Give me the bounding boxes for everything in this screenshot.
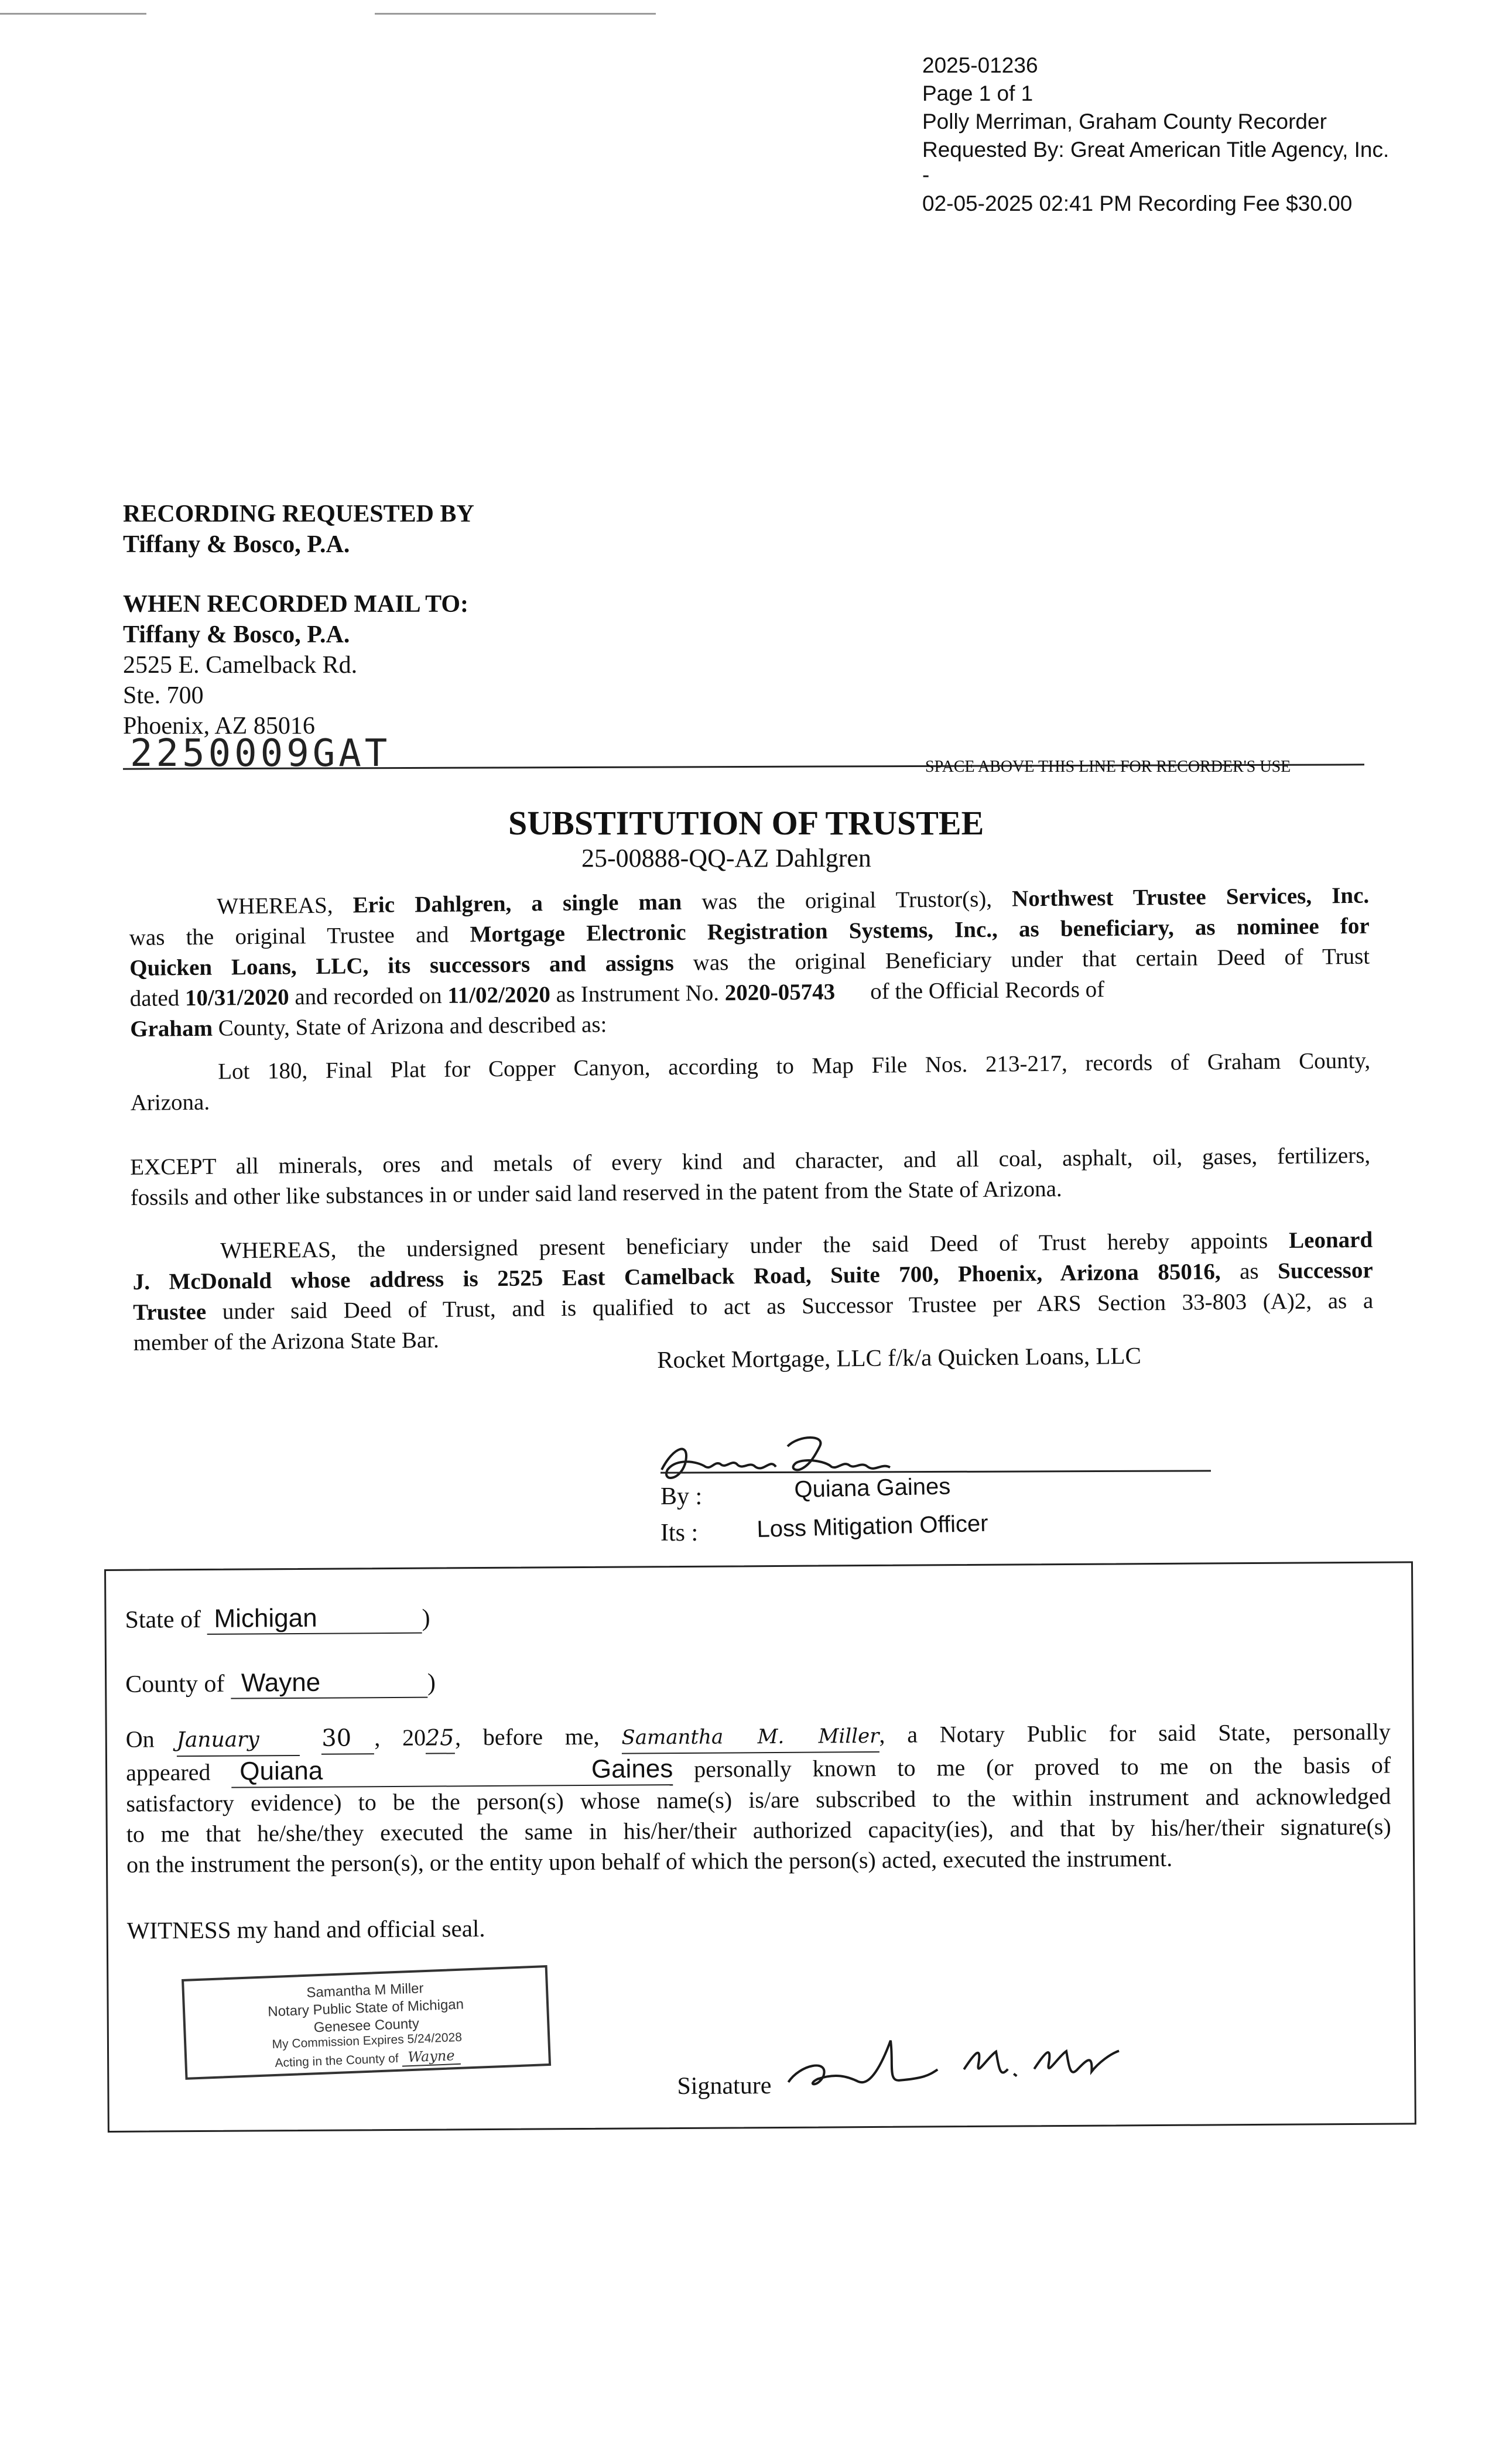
para1-line3: Quicken Loans, LLC, its successors and assigns was the original Beneficiary under that certain Deed of Trust — [129, 943, 1370, 981]
para2-line3: Trustee under said Deed of Trust, and is qualified to act as Successor Trustee per ARS Section 33-803 (A)2, as a — [133, 1288, 1374, 1325]
para1-line5: Graham County, State of Arizona and described as: — [130, 1012, 607, 1042]
seal-acting-county: Acting in the County of Wayne — [187, 2044, 549, 2074]
appeared-name-field: Quiana Gaines — [231, 1754, 673, 1788]
notary-line4: to me that he/she/they executed the same in his/her/their authorized capacity(ies), and that by his/her/their signature(s) — [126, 1813, 1391, 1847]
notary-certificate-text — [126, 1717, 1392, 1880]
its-label: Its : — [660, 1520, 699, 1546]
legal-line1: Lot 180, Final Plat for Copper Canyon, according to Map File Nos. 213-217, records of Graham County, — [218, 1048, 1371, 1084]
seal-state: Notary Public State of Michigan — [267, 1996, 464, 2020]
recording-requested-name: Tiffany & Bosco, P.A. — [123, 531, 350, 558]
whereas-paragraph-1 — [129, 881, 1370, 1045]
notary-signature-image — [782, 2027, 1181, 2100]
county-line: County of Wayne ) — [125, 1668, 436, 1698]
recording-requested-block — [123, 499, 474, 560]
para2-line1: WHEREAS, the undersigned present beneficiary under the said Deed of Trust hereby appoints Leonard — [220, 1227, 1373, 1264]
mail-to-address2: Ste. 700 — [123, 682, 204, 709]
notary-line3: satisfactory evidence) to be the person(s) whose name(s) is/are subscribed to the within instrument and acknowledged — [126, 1782, 1391, 1817]
scan-artifact — [0, 13, 146, 15]
recorder-stamp — [922, 52, 1389, 218]
mail-to-city: Phoenix, AZ 85016 — [123, 713, 315, 740]
space-above-note: SPACE ABOVE THIS LINE FOR RECORDER'S USE — [925, 758, 1291, 776]
except-clause — [130, 1141, 1371, 1213]
seal-county: Genesee County — [313, 2015, 420, 2036]
signer-title: Loss Mitigation Officer — [757, 1510, 989, 1542]
beneficiary-name: Rocket Mortgage, LLC f/k/a Quicken Loans, LLC — [657, 1341, 1142, 1373]
year-field: 25 — [426, 1722, 455, 1754]
para1-line4: dated 10/31/2020 and recorded on 11/02/2020 as Instrument No. 2020-05743 of the Official Records of — [129, 977, 1105, 1011]
notary-line1: On January 30 , 2025, before me, Samantha M. Miller, a Notary Public for said State, personally — [126, 1717, 1391, 1757]
state-line: State of Michigan ) — [125, 1603, 430, 1635]
page-count: Page 1 of 1 — [922, 81, 1033, 105]
notary-line2: appeared Quiana Gaines personally known to me (or proved to me on the basis of — [126, 1750, 1391, 1789]
para1-line1: WHEREAS, Eric Dahlgren, a single man was the original Trustor(s), Northwest Trustee Services, Inc. — [217, 882, 1370, 919]
requested-by: Requested By: Great American Title Agency, Inc. — [922, 138, 1390, 162]
para2-line2: J. McDonald whose address is 2525 East Camelback Road, Suite 700, Phoenix, Arizona 85016, as Successor — [132, 1257, 1373, 1295]
recording-date-fee: 02-05-2025 02:41 PM Recording Fee $30.00 — [922, 191, 1353, 215]
mail-to-address1: 2525 E. Camelback Rd. — [123, 652, 358, 679]
stamp-dash: - — [922, 163, 930, 187]
scan-artifact — [375, 13, 656, 15]
mail-to-name: Tiffany & Bosco, P.A. — [123, 621, 350, 648]
handwritten-file-code: 2250009GAT — [130, 732, 391, 775]
para2-line4: member of the Arizona State Bar. — [133, 1327, 439, 1356]
legal-description — [130, 1046, 1371, 1118]
except-line1: EXCEPT all minerals, ores and metals of every kind and character, and all coal, asphalt, oil, gases, fertilizers, — [130, 1142, 1371, 1180]
seal-notary-name: Samantha M Miller — [306, 1980, 424, 2001]
whereas-paragraph-2 — [132, 1225, 1374, 1358]
document-title: SUBSTITUTION OF TRUSTEE — [508, 804, 984, 842]
para1-line2: was the original Trustee and Mortgage Electronic Registration Systems, Inc., as beneficiary, as nominee for — [129, 913, 1370, 950]
day-field: 30 — [321, 1723, 374, 1755]
signer-name: Quiana Gaines — [794, 1473, 951, 1503]
recording-requested-label: RECORDING REQUESTED BY — [123, 501, 474, 528]
legal-line2: Arizona. — [130, 1089, 210, 1115]
county-field: Wayne — [231, 1668, 427, 1699]
mail-to-label: WHEN RECORDED MAIL TO: — [123, 591, 469, 618]
document-number: 2025-01236 — [922, 53, 1038, 77]
except-line2: fossils and other like substances in or under said land reserved in the patent from the State of Arizona. — [130, 1176, 1062, 1210]
county-recorder: Polly Merriman, Graham County Recorder — [922, 109, 1327, 134]
signature-label: Signature — [677, 2072, 772, 2100]
witness-line: WITNESS my hand and official seal. — [126, 1915, 485, 1944]
notary-seal-stamp — [182, 1965, 551, 2080]
state-field: Michigan — [207, 1603, 422, 1635]
file-reference: 25-00888-QQ-AZ Dahlgren — [581, 844, 871, 872]
by-label: By : — [660, 1483, 703, 1510]
notary-name-field: Samantha M. Miller — [621, 1721, 879, 1754]
month-field: January — [176, 1724, 299, 1757]
notary-line5: on the instrument the person(s), or the entity upon behalf of which the person(s) acted, executed the instrument. — [126, 1844, 1173, 1878]
mail-to-block — [123, 589, 468, 741]
seal-commission: My Commission Expires 5/24/2028 — [272, 2030, 463, 2052]
